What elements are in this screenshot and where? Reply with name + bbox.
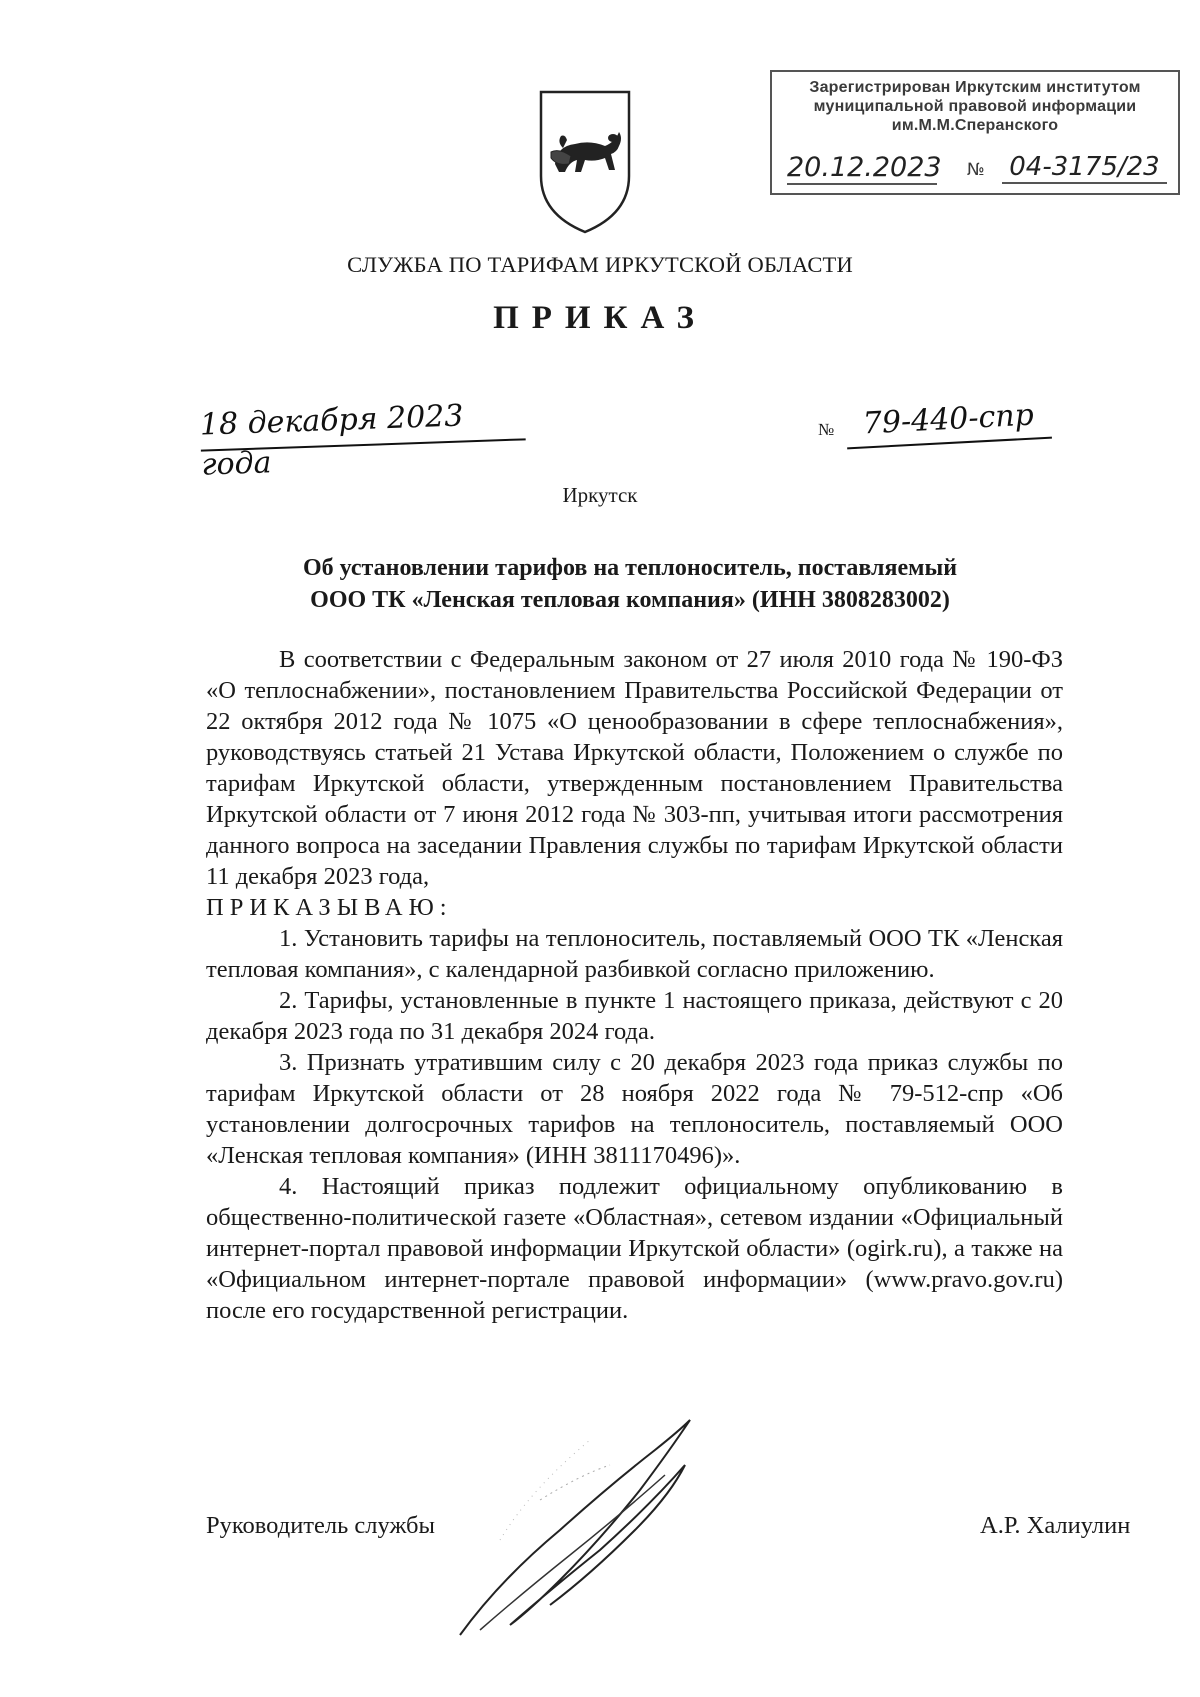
stamp-line-2: муниципальной правовой информации: [813, 98, 1137, 115]
signatory-name: А.Р. Халиулин: [980, 1512, 1131, 1539]
order-word: ПРИКАЗЫВАЮ:: [206, 894, 453, 921]
coat-of-arms-emblem: [535, 86, 635, 236]
stamp-handwritten-row: [782, 152, 1168, 186]
preamble-paragraph: В соответствии с Федеральным законом от 27 июля 2010 года № 190-ФЗ «О теплоснабжении», постановлением Правительства Российской Федерации от 22 октября 2012 года № 1075 «О ценообразовании в сфере теплоснабжения», руководствуясь статьей 21 Устава Иркутской области, Положением о службе по тарифам Иркутской области, утвержденным постановлением Правительства Иркутской области от 7 июня 2012 года № 303-пп, учитывая итоги рассмотрения данного вопроса на заседании Правления службы по тарифам Иркутской области 11 декабря 2023 года,: [206, 646, 1063, 890]
registration-stamp: [770, 70, 1180, 195]
title-line-2: ООО ТК «Ленская тепловая компания» (ИНН 3808283002): [310, 587, 950, 613]
city-name: Иркутск: [562, 483, 638, 507]
handwritten-signature: [440, 1380, 800, 1660]
stamp-line-3: им.М.М.Сперанского: [891, 117, 1059, 134]
stamp-line-1: Зарегистрирован Иркутским институтом: [809, 79, 1141, 96]
order-item-3: 3. Признать утратившим силу с 20 декабря 2023 года приказ службы по тарифам Иркутской области от 28 ноября 2022 года № 79-512-спр «Об установлении долгосрочных тарифов на теплоноситель, поставляемый ООО «Ленская тепловая компания» (ИНН 3811170496)».: [206, 1049, 1063, 1169]
signatory-role: Руководитель службы: [206, 1512, 435, 1539]
document-body: [206, 644, 1063, 1326]
document-title: [200, 552, 1060, 616]
title-line-1: Об установлении тарифов на теплоноситель, поставляемый: [302, 555, 958, 581]
order-number: 79-440-спр: [845, 397, 1052, 450]
order-number-label: №: [818, 420, 835, 439]
stamp-registration-date: 20.12.2023: [787, 152, 942, 183]
document-type-heading: ПРИКАЗ: [493, 300, 707, 336]
order-date: 18 декабря 2023 года: [199, 394, 525, 451]
order-item-1: 1. Установить тарифы на теплоноситель, поставляемый ООО ТК «Ленская тепловая компания», с календарной разбивкой согласно приложению.: [206, 925, 1063, 983]
stamp-registration-number: 04-3175/23: [1002, 152, 1167, 184]
order-item-4: 4. Настоящий приказ подлежит официальному опубликованию в общественно-политической газете «Областная», сетевом издании «Официальный интернет-портал правовой информации Иркутской области» (ogirk.ru), а также на «Официальном интернет-портале правовой информации» (www.pravo.gov.ru) после его государственной регистрации.: [206, 1173, 1063, 1324]
stamp-number-label: №: [967, 160, 985, 180]
agency-name: СЛУЖБА ПО ТАРИФАМ ИРКУТСКОЙ ОБЛАСТИ: [347, 252, 853, 277]
order-item-2: 2. Тарифы, установленные в пункте 1 настоящего приказа, действуют с 20 декабря 2023 года по 31 декабря 2024 года.: [206, 987, 1063, 1045]
